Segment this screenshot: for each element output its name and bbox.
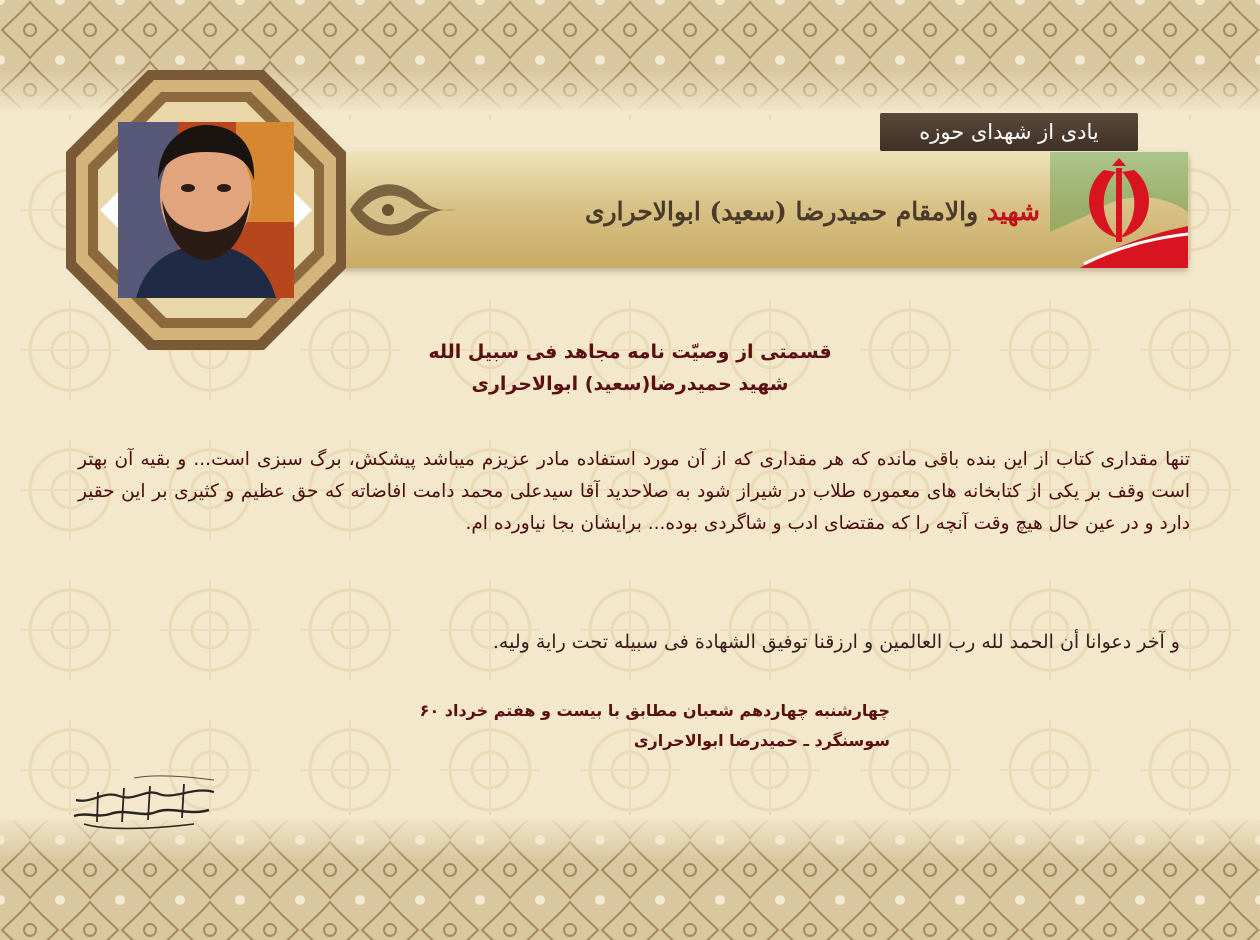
heading-line-1: قسمتی از وصیّت نامه مجاهد فی سبیل الله xyxy=(428,341,832,363)
closing-prayer: و آخر دعوانا أن الحمد لله رب العالمین و ارزقنا توفیق الشهادة فی سبیله تحت رایة ولیه. xyxy=(492,631,1180,653)
martyr-title xyxy=(460,188,1040,236)
martyr-portrait-frame xyxy=(66,70,346,350)
will-heading xyxy=(330,336,930,400)
calligraphy-signature xyxy=(64,772,224,832)
date-line: چهارشنبه چهاردهم شعبان مطابق با بیست و هفتم خرداد ۶۰ xyxy=(419,701,890,720)
title-name: والامقام حمیدرضا (سعید) ابوالاحراری xyxy=(584,197,987,226)
place-line: سوسنگرد ـ حمیدرضا ابوالاحراری xyxy=(633,731,890,750)
heading-line-2: شهید حمیدرضا(سعید) ابوالاحراری xyxy=(471,373,789,395)
portrait-photo xyxy=(118,122,294,298)
arabesque-ornament-icon xyxy=(340,168,460,252)
date-and-place xyxy=(330,696,890,756)
title-prefix: شهید xyxy=(986,197,1040,226)
series-tagline: یادی از شهدای حوزه xyxy=(880,113,1138,151)
will-excerpt: تنها مقداری کتاب از این بنده باقی مانده که هر مقداری که از آن مورد استفاده مادر عزیزم میباشد پیشکش، برگ سبزی است... و بقیه آن بهتر است وقف بر یکی از کتابخانه های معموره طلاب در شیراز شود به صلاحدید آقا سیدعلی محمد دامت افاضاته که حق عظیم و کثیری بر این حقیر دارد و در عین حال هیچ وقت آنچه را که مقتضای ادب و شاگردی بوده... برایشان بجا نیاورده ام. xyxy=(78,449,1190,534)
iran-flag-emblem-icon xyxy=(1050,152,1188,268)
